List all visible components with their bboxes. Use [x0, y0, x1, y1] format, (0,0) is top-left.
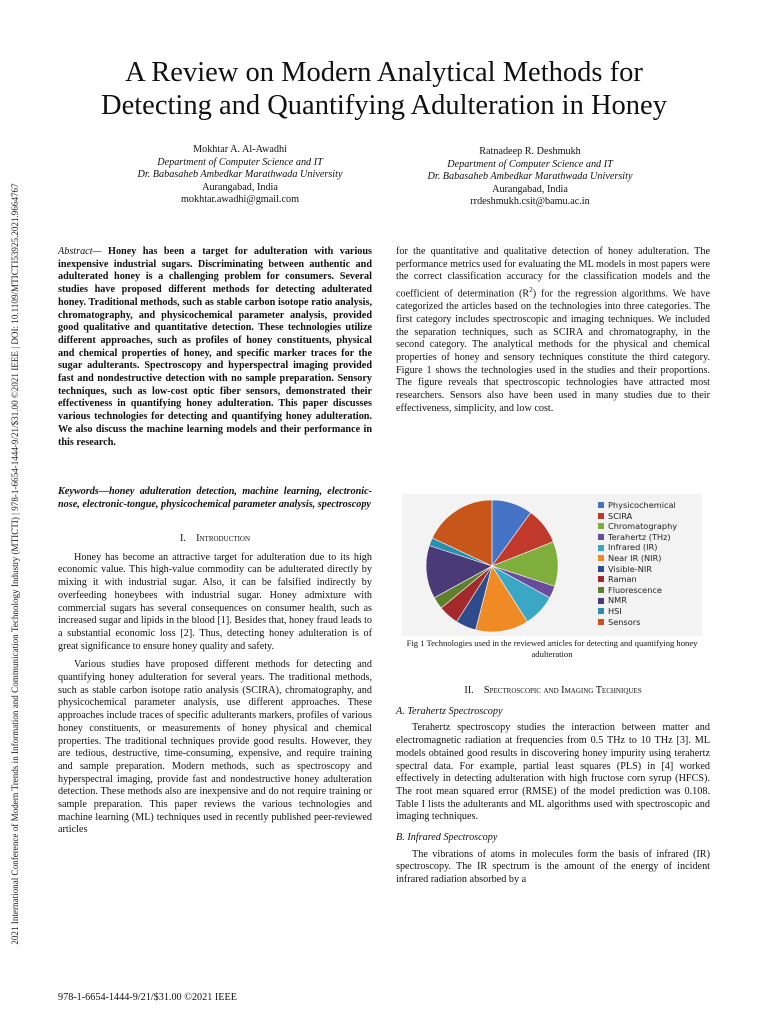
- conference-sidebar: 2021 International Conference of Modern Trends in Information and Communication Technology Industry (MTICTI) | 978-1-6654-1444-9/21/$31.00 ©2021 IEEE | DOI: 10.1109/MTICTI53925.2021.9664767: [10, 183, 20, 945]
- superscript: 2: [529, 286, 533, 295]
- section-title: Spectroscopic and Imaging Techniques: [483, 685, 642, 696]
- abstract: [58, 246, 372, 449]
- legend-swatch: [598, 619, 604, 625]
- legend-label: Fluorescence: [608, 584, 662, 595]
- author-univ: Dr. Babasaheb Ambedkar Marathwada University: [427, 171, 633, 182]
- legend-swatch: [598, 587, 604, 593]
- legend-label: Near IR (NIR): [608, 552, 662, 563]
- right-column-top: [396, 246, 710, 416]
- author-email: mokhtar.awadhi@gmail.com: [180, 194, 300, 205]
- title-line-1: A Review on Modern Analytical Methods for: [125, 57, 643, 88]
- abstract-lead: Abstract—: [58, 246, 102, 257]
- keywords: [58, 486, 372, 511]
- author-city: Aurangabad, India: [492, 183, 568, 195]
- legend-label: SCIRA: [608, 510, 633, 521]
- para-part-a: for the quantitative and qualitative detection of honey adulteration. The performance metrics used for evaluating the ML models in most papers were the correct classification accuracy for the classification models and the coefficient of determination (R: [396, 246, 710, 300]
- legend-label: HSI: [608, 605, 622, 616]
- infrared-paragraph: The vibrations of atoms in molecules form the basis of infrared (IR) spectroscopy. The IR spectrum is the amount of the energy of incident infrared radiation absorbed by a: [396, 848, 710, 886]
- keywords-text: Keywords—honey adulteration detection, machine learning, electronic-nose, electronic-tongue, physicochemical parameter analysis, spectroscopy: [58, 486, 372, 510]
- legend-swatch: [598, 598, 604, 604]
- section-2: [396, 685, 710, 887]
- intro-paragraph-2: Various studies have proposed different methods for detecting and quantifying honey adulteration for several years. The traditional methods, such as stable carbon isotope ratio analysis (SCIRA), chromatography, and physicochemical parameter analysis, use different approaches. These approaches include traces of specific adulterants markers, profiles of various honey constituents, or measurements of honey physical and chemical properties. The traditional techniques provide good results. However, they are tedious, destructive, time-consuming, expensive, and require training and sample preparation. Modern methods, such as spectroscopy and hyperspectral imaging, provide fast and nondestructive honey adulteration detection. These methods also are inexpensive and do not require training or sample preparation. This paper reviews the various technologies and machine learning (ML) techniques used in recently published peer-reviewed articles: [58, 659, 372, 836]
- author-2: [350, 146, 710, 209]
- author-dept: Department of Computer Science and IT: [447, 158, 613, 170]
- paper-title: [40, 56, 728, 122]
- terahertz-paragraph: Terahertz spectroscopy studies the interaction between matter and electromagnetic radiation at frequencies from 0.5 THz to 10 THz [3]. ML models obtained good results in discovering honey impurity using terahertz spectral data. For example, partial least squares (PLS) in [4] worked effectively in detecting adulteration with high fructose corn syrup (HFCS). The root mean squared error (RMSE) of the model prediction was 0.108. Table I lists the adulterants and ML algorithms used with spectroscopic and imaging techniques.: [396, 722, 710, 823]
- legend-label: Terahertz (THz): [608, 531, 671, 542]
- legend-swatch: [598, 545, 604, 551]
- pie-slices: [426, 500, 558, 632]
- author-name: Ratnadeep R. Deshmukh: [479, 146, 581, 157]
- legend-item: [598, 500, 677, 511]
- legend-label: Chromatography: [608, 521, 678, 532]
- legend-label: Sensors: [608, 616, 641, 627]
- legend-swatch: [598, 555, 604, 561]
- legend-swatch: [598, 502, 604, 508]
- legend-item: [598, 511, 677, 522]
- section-number: I.: [179, 533, 186, 544]
- legend-swatch: [598, 576, 604, 582]
- legend-item: [598, 521, 677, 532]
- author-univ: Dr. Babasaheb Ambedkar Marathwada University: [137, 169, 343, 180]
- legend-item: [598, 606, 677, 617]
- section-title: Introduction: [196, 533, 251, 544]
- legend-label: Infrared (IR): [608, 542, 658, 553]
- legend-swatch: [598, 513, 604, 519]
- subsection-b-heading: B. Infrared Spectroscopy: [396, 832, 498, 844]
- legend-swatch: [598, 523, 604, 529]
- introduction-section: [58, 533, 372, 837]
- legend-swatch: [598, 608, 604, 614]
- legend-item: [598, 585, 677, 596]
- section-number: II.: [464, 685, 474, 696]
- legend-item: [598, 553, 677, 564]
- chart-legend: [598, 500, 677, 627]
- author-dept: Department of Computer Science and IT: [157, 156, 323, 168]
- section-heading-1: [58, 533, 372, 546]
- legend-item: [598, 617, 677, 628]
- intro-paragraph-1: Honey has become an attractive target for adulteration due to its high economic value. This high-value commodity can be adulterated directly by mixing it with industrial sugar. Also, it can be falsified indirectly by overfeeding honeybees with industrial sugar. Honey admixture with commercial sugars has several consequences on consumer health, such as increased sugar and lipids in the blood [1]. Besides that, honey fraud leads to a substantial economic loss [2]. Thus, detecting honey adulteration is of great significance to ensure honey quality and safety.: [58, 551, 372, 652]
- legend-label: Visible-NIR: [608, 563, 652, 574]
- legend-label: Raman: [608, 574, 637, 585]
- legend-item: [598, 564, 677, 575]
- page-footer: 978-1-6654-1444-9/21/$31.00 ©2021 IEEE: [58, 992, 237, 1003]
- subsection-a-heading: A. Terahertz Spectroscopy: [396, 705, 503, 717]
- legend-label: Physicochemical: [608, 500, 676, 510]
- intro-paragraph-continued: [396, 246, 710, 416]
- abstract-body: Honey has been a target for adulteration with various inexpensive industrial sugars. Discriminating between authentic and adulterated honey is a challenging problem for consumers. Several studies have proposed different methods for detecting adulterated honey. Traditional methods, such as stable carbon isotope ratio analysis, chromatography, and physicochemical parameter analysis, provided good qualitative and quantitative detection. These technologies utilize different approaches, such as profiles of honey constituents, physical and chemical properties of honey, and specific marker traces for the sugar adulterants. Spectroscopy and hyperspectral imaging provided fast and nondestructive detection with no sample preparation. Sensory techniques, such as low-cost optic fiber sensors, demonstrated their effectiveness in quantifying honey adulteration. This paper discusses various technologies for detecting and quantifying honey adulteration. We also discuss the machine learning models and their performance in this research.: [58, 246, 372, 448]
- para-part-b: ) for the regression algorithms. We have categorized the articles based on the technologies into three categories. The first category includes spectroscopic and imaging techniques. We included the separation techniques, such as SCIRA and chromatography, in the second category. The analytical methods for the physical and chemical properties of honey and sensory techniques constitute the third category. Figure 1 shows the technologies used in the studies and their proportions. The figure reveals that spectroscopic technologies have attracted most researchers. Sensors also have been used in many studies due to their effectiveness, simplicity, and low cost.: [396, 288, 710, 414]
- legend-item: [598, 595, 677, 606]
- figure-caption: Fig 1 Technologies used in the reviewed articles for detecting and quantifying honey adulteration: [406, 638, 698, 659]
- title-line-2: Detecting and Quantifying Adulteration in Honey: [101, 90, 667, 121]
- author-email: rrdeshmukh.csit@bamu.ac.in: [470, 196, 590, 207]
- legend-label: NMR: [608, 595, 627, 606]
- author-name: Mokhtar A. Al-Awadhi: [193, 144, 287, 155]
- section-heading-2: [396, 685, 710, 698]
- legend-item: [598, 542, 677, 553]
- author-city: Aurangabad, India: [202, 181, 278, 193]
- legend-swatch: [598, 534, 604, 540]
- legend-swatch: [598, 566, 604, 572]
- legend-item: [598, 574, 677, 585]
- legend-item: [598, 532, 677, 543]
